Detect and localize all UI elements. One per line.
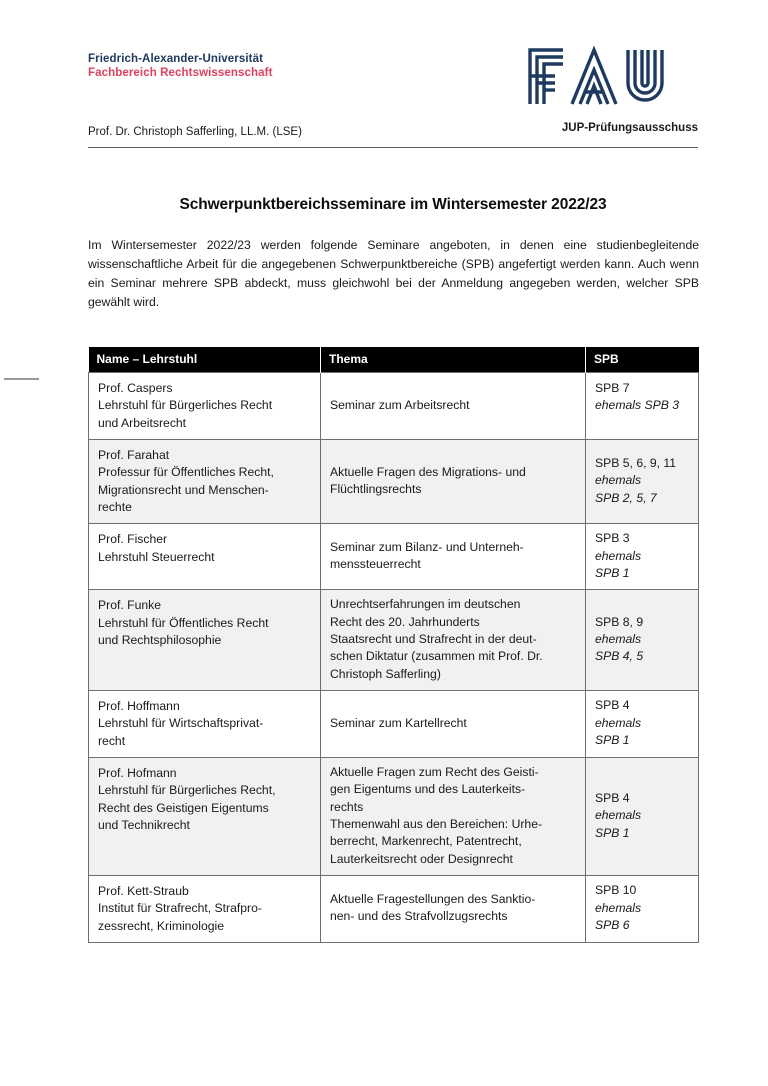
header-divider: [88, 147, 698, 148]
name-line: Recht des Geistigen Eigentums: [98, 800, 269, 815]
cell-thema: [321, 590, 586, 691]
theme-line: Aktuelle Fragen des Migrations- und: [330, 464, 526, 479]
theme-line: berrecht, Markenrecht, Patentrecht,: [330, 834, 522, 849]
name-line: und Technikrecht: [98, 817, 190, 832]
cell-thema: [321, 875, 586, 942]
name-line: rechte: [98, 499, 132, 514]
spb-former-value: SPB 1: [595, 565, 630, 580]
name-line: Prof. Funke: [98, 598, 161, 613]
name-line: recht: [98, 733, 126, 748]
university-name: Friedrich-Alexander-Universität: [88, 53, 264, 65]
cell-name-lehrstuhl: [89, 373, 321, 440]
document-header: [88, 48, 698, 152]
cell-name-lehrstuhl: [89, 524, 321, 590]
cell-thema: [321, 439, 586, 523]
theme-line: Seminar zum Bilanz- und Unterneh-: [330, 539, 524, 554]
name-line: Institut für Strafrecht, Strafpro-: [98, 901, 262, 916]
name-line: Prof. Caspers: [98, 381, 173, 395]
seminars-table-wrap: [88, 347, 698, 943]
table-row: [89, 757, 699, 875]
cell-name-lehrstuhl: [89, 590, 321, 691]
cell-name-lehrstuhl: [89, 690, 321, 757]
spb-current: SPB 5, 6, 9, 11: [595, 456, 677, 471]
spb-current: SPB 3: [595, 531, 630, 546]
cell-thema: [321, 524, 586, 590]
spb-former-label: ehemals: [595, 900, 642, 915]
column-header-name: Name – Lehrstuhl: [89, 347, 321, 373]
spb-former-value: SPB 1: [595, 733, 630, 748]
margin-mark: [4, 378, 39, 380]
theme-line: menssteuerrecht: [330, 557, 421, 572]
column-header-spb: SPB: [586, 347, 699, 373]
cell-spb: [586, 757, 699, 875]
theme-line: Christoph Safferling): [330, 666, 441, 681]
theme-line: Flüchtlingsrechts: [330, 482, 422, 497]
name-line: und Rechtsphilosophie: [98, 632, 222, 647]
university-identity: [88, 52, 273, 81]
theme-line: nen- und des Strafvollzugsrechts: [330, 909, 508, 924]
cell-spb: [586, 439, 699, 523]
theme-line: Unrechtserfahrungen im deutschen: [330, 597, 521, 612]
spb-former-label: ehemals: [595, 808, 642, 823]
theme-line: Seminar zum Arbeitsrecht: [330, 397, 470, 412]
cell-spb: [586, 690, 699, 757]
intro-paragraph: [88, 236, 699, 312]
spb-former-label: ehemals: [595, 631, 642, 646]
spb-current: SPB 8, 9: [595, 614, 644, 629]
theme-line: Lauterkeitsrecht oder Designrecht: [330, 851, 513, 866]
spb-current: SPB 7: [595, 381, 630, 395]
table-row: [89, 875, 699, 942]
name-line: Prof. Hoffmann: [98, 698, 180, 713]
table-row: [89, 690, 699, 757]
table-row: [89, 373, 699, 440]
cell-spb: [586, 373, 699, 440]
committee-label: JUP-Prüfungsausschuss: [561, 122, 698, 134]
column-header-thema: Thema: [321, 347, 586, 373]
theme-line: gen Eigentums und des Lauterkeits-: [330, 782, 526, 797]
table-row: [89, 439, 699, 523]
theme-line: rechts: [330, 799, 364, 814]
spb-former: ehemals SPB 3: [595, 398, 680, 413]
spb-former-label: ehemals: [595, 473, 642, 488]
cell-name-lehrstuhl: [89, 757, 321, 875]
theme-line: Seminar zum Kartellrecht: [330, 715, 467, 730]
name-line: und Arbeitsrecht: [98, 415, 187, 430]
spb-former-value: SPB 2, 5, 7: [595, 490, 657, 505]
name-line: Lehrstuhl Steuerrecht: [98, 549, 215, 564]
spb-former-value: SPB 4, 5: [595, 649, 644, 664]
spb-former-label: ehemals: [595, 548, 642, 563]
theme-line: Recht des 20. Jahrhunderts: [330, 614, 480, 629]
cell-name-lehrstuhl: [89, 439, 321, 523]
name-line: Migrationsrecht und Menschen-: [98, 482, 269, 497]
theme-line: Aktuelle Fragen zum Recht des Geisti-: [330, 764, 539, 779]
spb-former-label: ehemals: [595, 715, 642, 730]
table-row: [89, 524, 699, 590]
table-body: [89, 373, 699, 943]
name-line: Lehrstuhl für Bürgerliches Recht: [98, 398, 273, 413]
cell-name-lehrstuhl: [89, 875, 321, 942]
name-line: zessrecht, Kriminologie: [98, 918, 224, 933]
faculty-name: Fachbereich Rechtswissenschaft: [88, 67, 273, 80]
cell-thema: [321, 690, 586, 757]
theme-line: Themenwahl aus den Bereichen: Urhe-: [330, 816, 543, 831]
name-line: Lehrstuhl für Bürgerliches Recht,: [98, 783, 276, 798]
spb-current: SPB 4: [595, 698, 630, 713]
name-line: Professur für Öffentliches Recht,: [98, 465, 274, 480]
name-line: Prof. Hofmann: [98, 765, 177, 780]
spb-current: SPB 10: [595, 883, 637, 898]
intro-text: Im Wintersemester 2022/23 werden folgende Seminare angeboten, in denen eine studienbegleitende wissenschaftliche Arbeit für die angegebenen Schwerpunktbereiche (SPB) angefertigt werden kann. Auch wenn ein Seminar mehrere SPB abdeckt, muss gleichwohl bei der Anmeldung angegeben werden, welcher SPB gewählt wird.: [88, 238, 699, 309]
table-header: [89, 347, 699, 373]
name-line: Prof. Fischer: [98, 532, 168, 547]
spb-current: SPB 4: [595, 790, 630, 805]
spb-former-value: SPB 1: [595, 825, 630, 840]
professor-name: Prof. Dr. Christoph Safferling, LL.M. (LSE): [88, 126, 302, 138]
table-header-row: [89, 347, 699, 373]
cell-spb: [586, 524, 699, 590]
cell-thema: [321, 757, 586, 875]
theme-line: schen Diktatur (zusammen mit Prof. Dr.: [330, 649, 543, 664]
cell-spb: [586, 590, 699, 691]
name-line: Lehrstuhl für Öffentliches Recht: [98, 615, 269, 630]
fau-logo: [522, 45, 698, 107]
name-line: Prof. Kett-Straub: [98, 883, 189, 898]
name-line: Prof. Farahat: [98, 447, 170, 462]
theme-line: Staatsrecht und Strafrecht in der deut-: [330, 631, 537, 646]
name-line: Lehrstuhl für Wirtschaftsprivat-: [98, 716, 264, 731]
seminars-table: [88, 347, 699, 943]
theme-line: Aktuelle Fragestellungen des Sanktio-: [330, 892, 536, 907]
table-row: [89, 590, 699, 691]
spb-former-value: SPB 6: [595, 918, 630, 933]
cell-thema: [321, 373, 586, 440]
cell-spb: [586, 875, 699, 942]
page-title: Schwerpunktbereichsseminare im Wintersemester 2022/23: [179, 196, 607, 213]
